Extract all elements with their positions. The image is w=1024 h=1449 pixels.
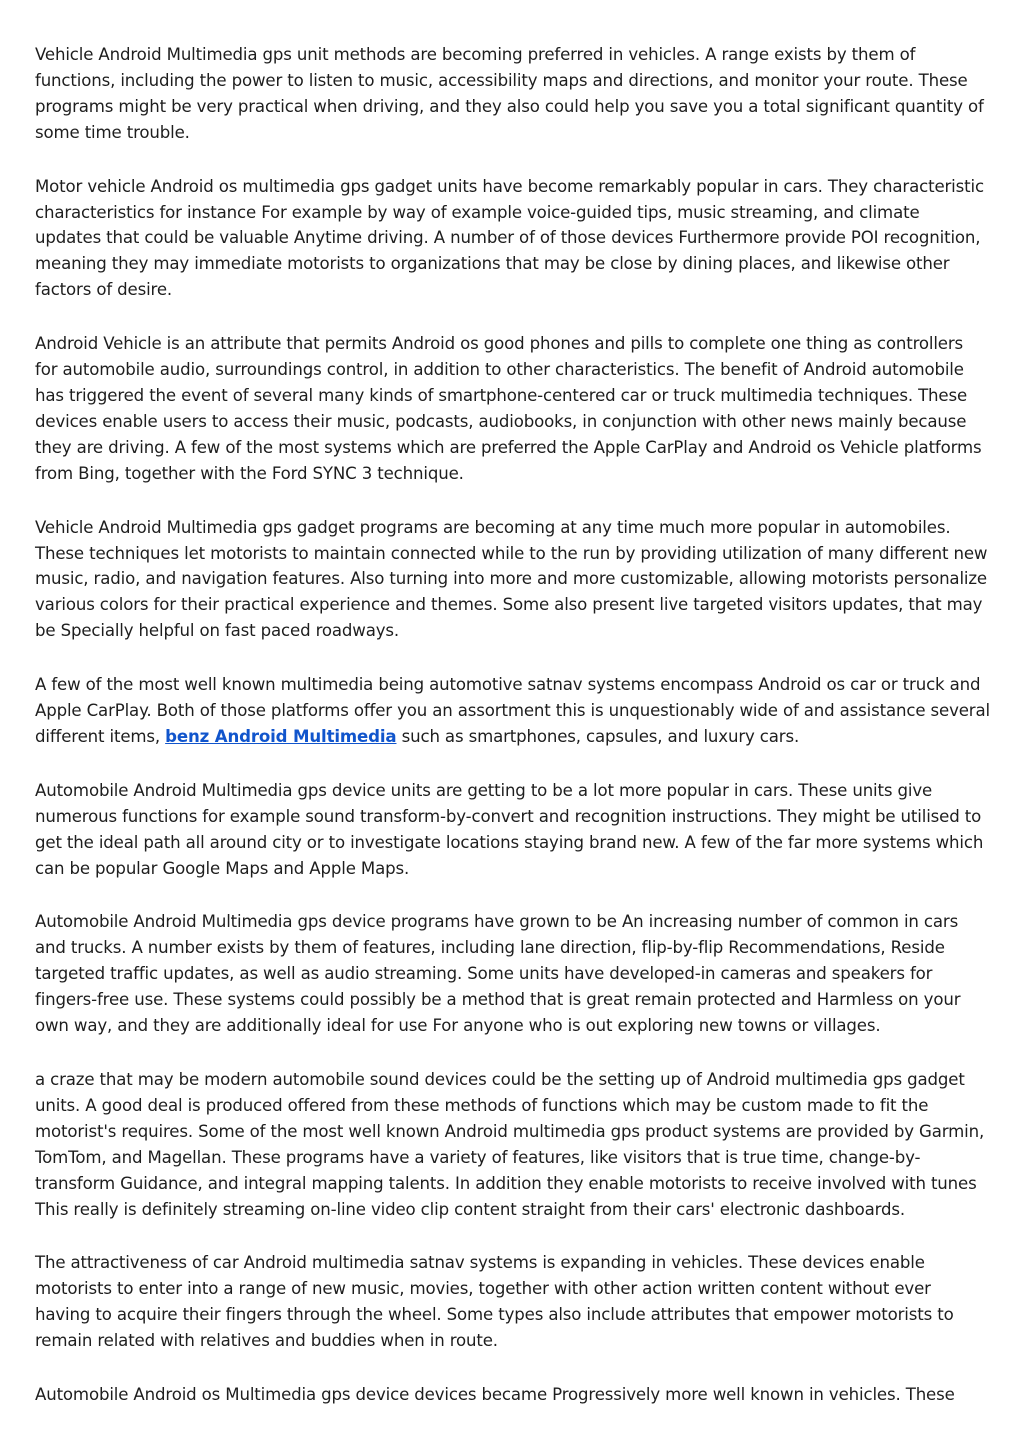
paragraph-5-text-after: such as smartphones, capsules, and luxury cars.: [396, 726, 800, 746]
paragraph-5-text-before: A few of the most well known multimedia being automotive satnav systems encompass Android os car or truck and Apple CarPlay. Both of those platforms offer you an assortment this is unquestionably wide of and assistance several different items,: [35, 675, 990, 746]
paragraph-10: Automobile Android os Multimedia gps device devices became Progressively more well known in vehicles. These: [35, 1385, 955, 1405]
document-body: [35, 42, 990, 1436]
paragraph-8: a craze that may be modern automobile sound devices could be the setting up of Android multimedia gps gadget units. A good deal is produced offered from these methods of functions which may be custom made to fit the motorist's requires. Some of the most well known Android multimedia gps product systems are provided by Garmin, TomTom, and Magellan. These programs have a variety of features, like visitors that is true time, change-by-transform Guidance, and integral mapping talents. In addition they enable motorists to receive involved with tunes This really is definitely streaming on-line video clip content straight from their cars' electronic dashboards.: [35, 1070, 985, 1219]
paragraph-4: Vehicle Android Multimedia gps gadget programs are becoming at any time much more popular in automobiles. These techniques let motorists to maintain connected while to the run by providing utilization of many different new music, radio, and navigation features. Also turning into more and more customizable, allowing motorists personalize various colors for their practical experience and themes. Some also present live targeted visitors updates, that may be Specially helpful on fast paced roadways.: [35, 517, 988, 641]
paragraph-9: The attractiveness of car Android multimedia satnav systems is expanding in vehicles. These devices enable motorists to enter into a range of new music, movies, together with other action written content without ever having to acquire their fingers through the wheel. Some types also include attributes that empower motorists to remain related with relatives and buddies when in route.: [35, 1253, 954, 1351]
paragraph-7: Automobile Android Multimedia gps device programs have grown to be An increasing number of common in cars and trucks. A number exists by them of features, including lane direction, flip-by-flip Recommendations, Reside targeted traffic updates, as well as audio streaming. Some units have developed-in cameras and speakers for fingers-free use. These systems could possibly be a method that is great remain protected and Harmless on your own way, and they are additionally ideal for use For anyone who is out exploring new towns or villages.: [35, 912, 961, 1036]
paragraph-1: Vehicle Android Multimedia gps unit methods are becoming preferred in vehicles. A range exists by them of functions, including the power to listen to music, accessibility maps and directions, and monitor your route. These programs might be very practical when driving, and they also could help you save you a total significant quantity of some time trouble.: [35, 45, 984, 142]
paragraph-2: Motor vehicle Android os multimedia gps gadget units have become remarkably popular in cars. They characteristic characteristics for instance For example by way of example voice-guided tips, music streaming, and climate updates that could be valuable Anytime driving. A number of of those devices Furthermore provide POI recognition, meaning they may immediate motorists to organizations that may be close by dining places, and likewise other factors of desire.: [35, 176, 984, 300]
benz-android-multimedia-link[interactable]: benz Android Multimedia: [165, 726, 397, 746]
paragraph-6: Automobile Android Multimedia gps device units are getting to be a lot more popular in cars. These units give numerous functions for example sound transform-by-convert and recognition instructions. They might be utilised to get the ideal path all around city or to investigate locations staying brand new. A few of the far more systems which can be popular Google Maps and Apple Maps.: [35, 780, 984, 878]
paragraph-3: Android Vehicle is an attribute that permits Android os good phones and pills to complete one thing as controllers for automobile audio, surroundings control, in addition to other characteristics. The benefit of Android automobile has triggered the event of several many kinds of smartphone-centered car or truck multimedia techniques. These devices enable users to access their music, podcasts, audiobooks, in conjunction with other news mainly because they are driving. A few of the most systems which are preferred the Apple CarPlay and Android os Vehicle platforms from Bing, together with the Ford SYNC 3 technique.: [35, 334, 982, 483]
paragraph-5: [35, 672, 990, 750]
